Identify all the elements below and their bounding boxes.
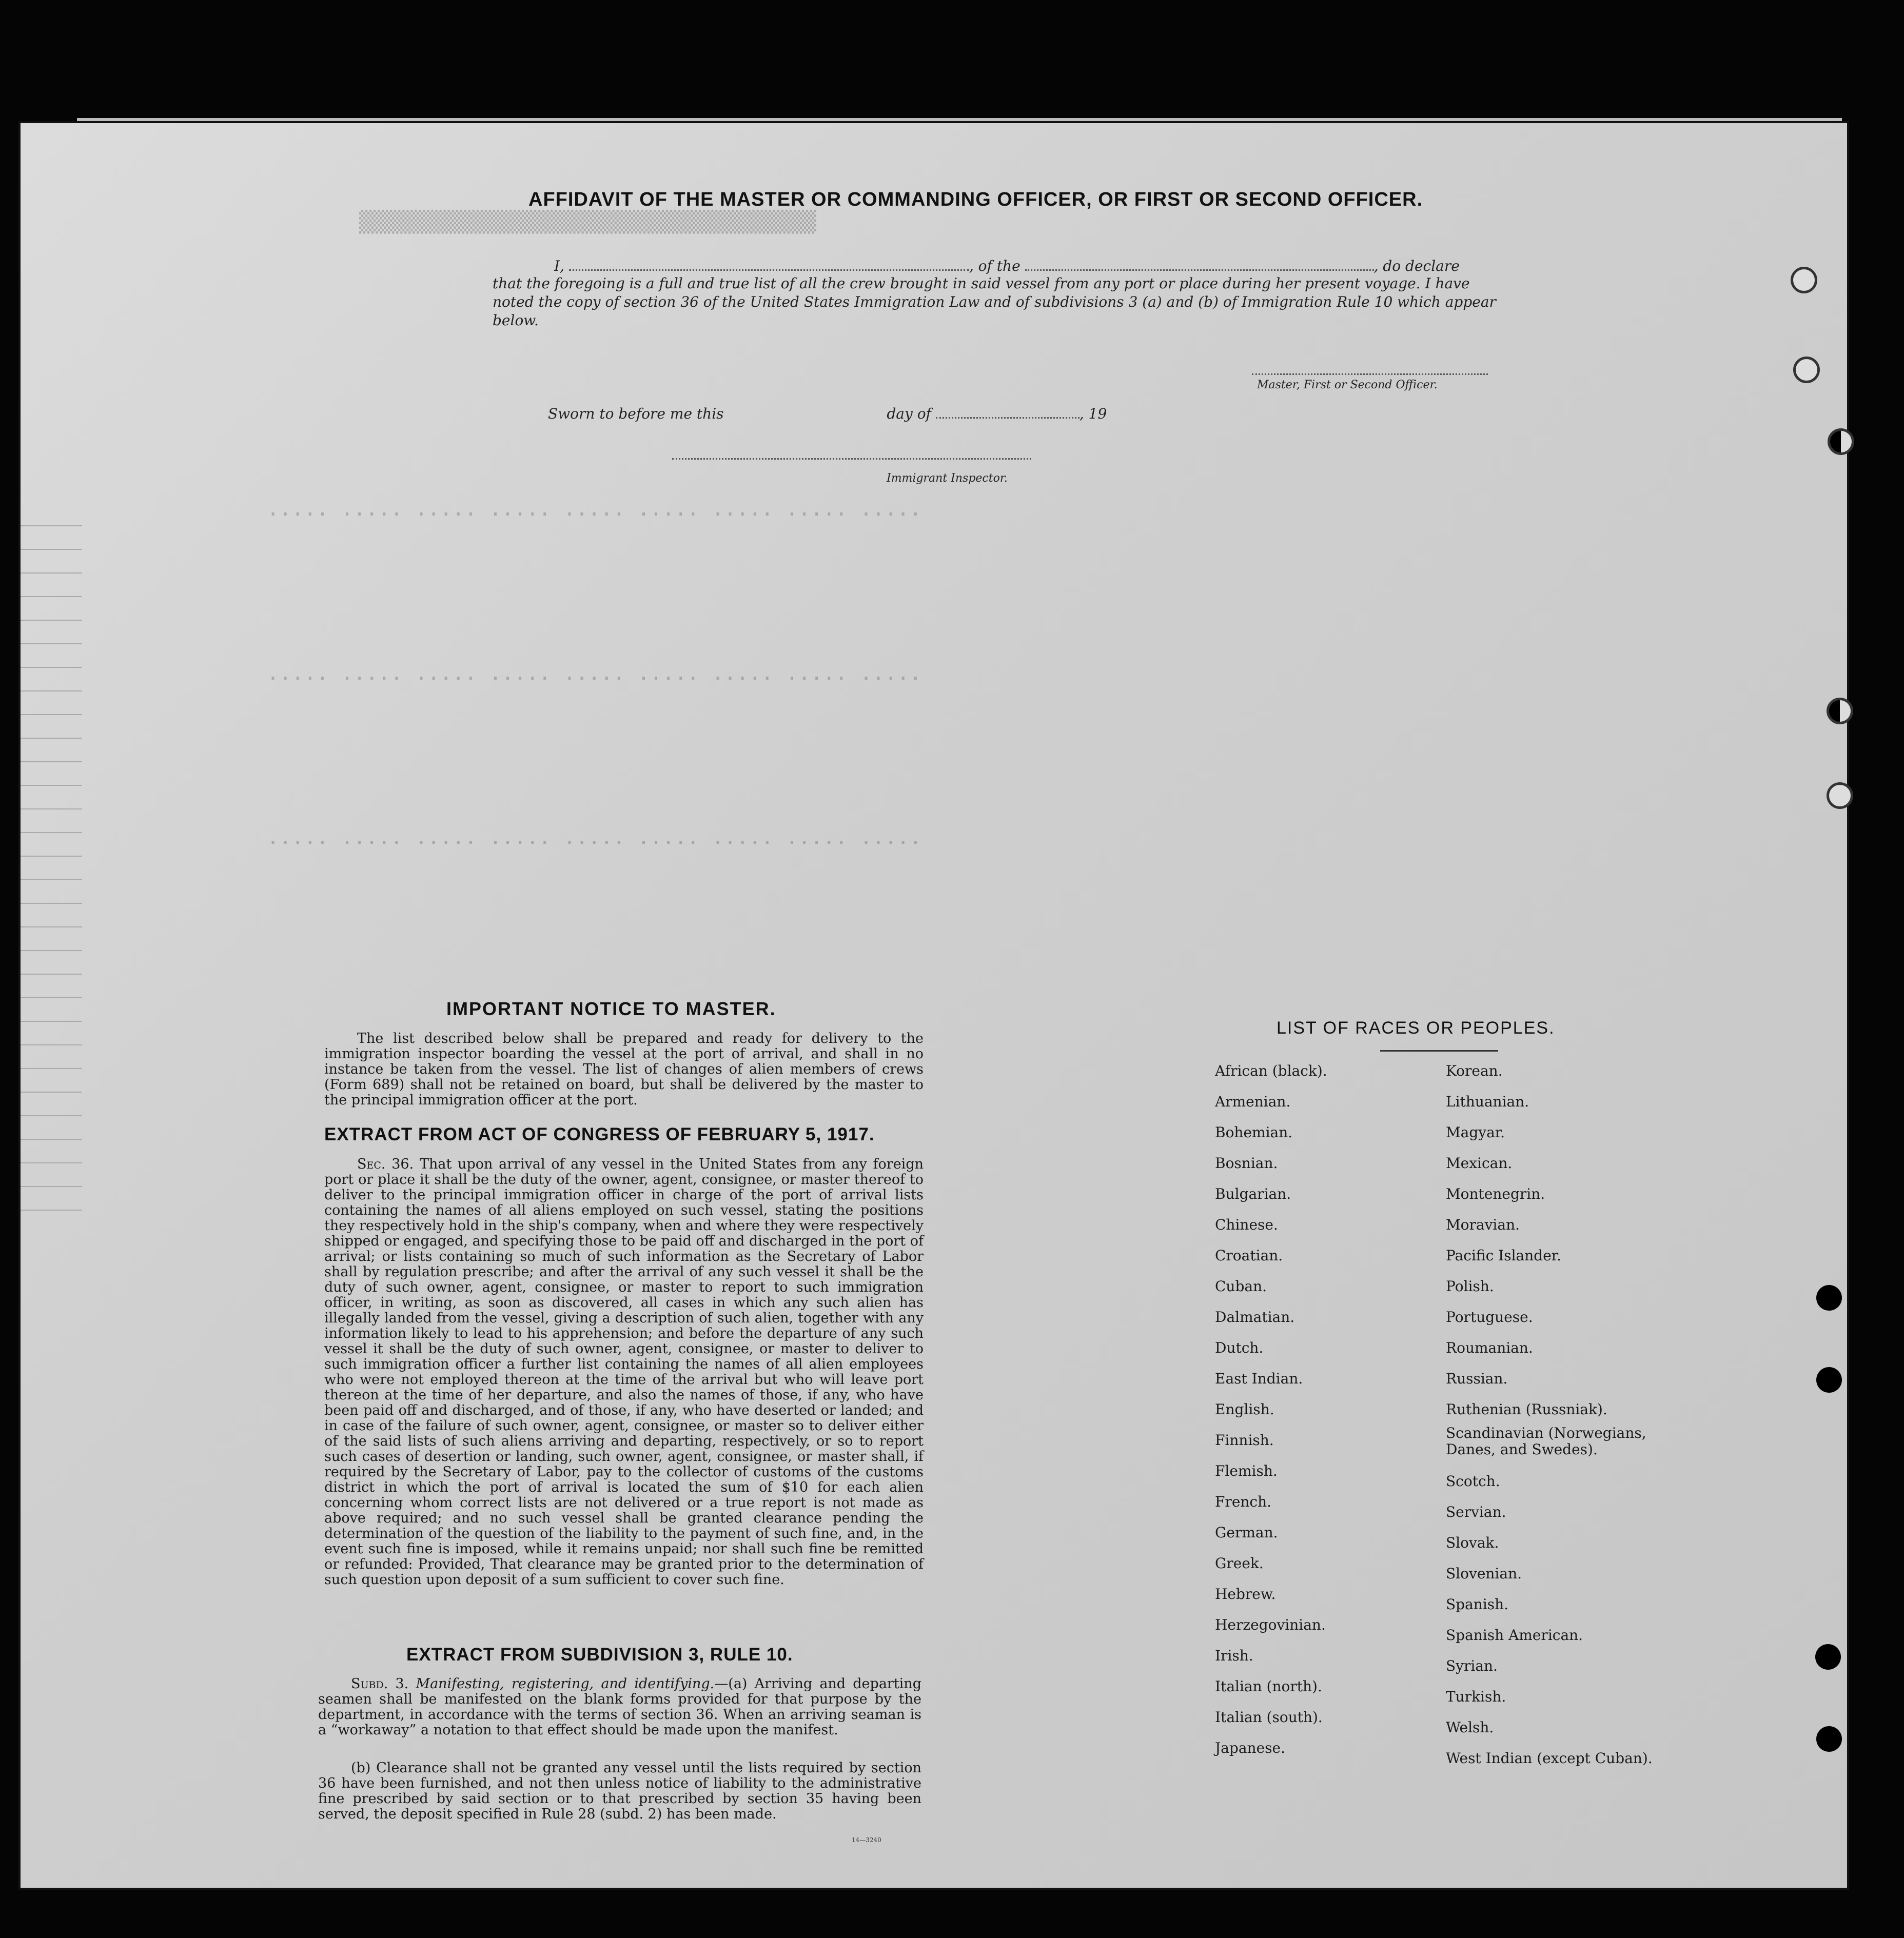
sworn-label: Sworn to before me this xyxy=(548,405,724,422)
race-item: Montenegrin. xyxy=(1446,1185,1545,1202)
race-item: Dutch. xyxy=(1215,1339,1264,1356)
race-item: English. xyxy=(1215,1401,1274,1418)
notice-title: IMPORTANT NOTICE TO MASTER. xyxy=(446,998,776,1019)
master-signature-caption: Master, First or Second Officer. xyxy=(1257,379,1438,391)
rule-extract-title: EXTRACT FROM SUBDIVISION 3, RULE 10. xyxy=(406,1645,793,1665)
race-item: East Indian. xyxy=(1215,1370,1303,1387)
do-declare-label: , do declare xyxy=(1373,258,1460,274)
subd-para-a-text: —(a) Arriving and departing seamen shall be manifested on the blank forms provided for that purpose by the department, in accordance with the terms of section 36. When an arriving seaman is a “workaway” a notation to that effect should be made upon the manifest. xyxy=(318,1676,921,1738)
binder-hole xyxy=(1816,1367,1842,1393)
vessel-blank xyxy=(1025,269,1374,271)
race-item: Pacific Islander. xyxy=(1446,1247,1561,1264)
race-item: Slovenian. xyxy=(1446,1565,1522,1582)
sec-label: Sec. 36. xyxy=(357,1156,414,1172)
race-item: Russian. xyxy=(1446,1370,1508,1387)
bleed-through-texture: ····· ····· ····· ····· ····· ····· ····· ····· ····· xyxy=(267,503,922,526)
races-list-left xyxy=(1215,1056,1327,1764)
race-item: Greek. xyxy=(1215,1555,1264,1572)
binder-hole xyxy=(1828,428,1854,455)
race-item: Lithuanian. xyxy=(1446,1093,1529,1110)
race-item: Roumanian. xyxy=(1446,1339,1533,1356)
race-item: Japanese. xyxy=(1215,1739,1285,1756)
act-extract-body xyxy=(324,1157,924,1588)
race-item: African (black). xyxy=(1215,1062,1327,1079)
affidavit-declaration-line xyxy=(554,258,1460,274)
notice-body: The list described below shall be prepared and ready for delivery to the immigration inspector boarding the vessel at the port of arrival, and shall in no instance be taken from the vessel. The list of changes of alien members of crews (Form 689) shall not be retained on board, but shall be delivered by the master to the principal immigration officer at the port. xyxy=(324,1031,924,1108)
affidavit-title: AFFIDAVIT OF THE MASTER OR COMMANDING OFFICER, OR FIRST OR SECOND OFFICER. xyxy=(528,189,1423,210)
race-item: Moravian. xyxy=(1446,1216,1520,1233)
race-item: Welsh. xyxy=(1446,1719,1494,1736)
affidavit-i-label: I, xyxy=(554,258,564,274)
race-item: Syrian. xyxy=(1446,1657,1498,1674)
binder-hole xyxy=(1815,1644,1841,1670)
bleed-through-texture: ····· ····· ····· ····· ····· ····· ····· ····· ····· xyxy=(267,667,922,690)
of-the-label: , of the xyxy=(969,258,1020,274)
race-item: Croatian. xyxy=(1215,1247,1283,1264)
races-list-right xyxy=(1446,1056,1661,1774)
year-label: , 19 xyxy=(1079,405,1107,422)
race-item: Spanish. xyxy=(1446,1596,1509,1613)
race-item: Spanish American. xyxy=(1446,1627,1583,1644)
race-item: Mexican. xyxy=(1446,1155,1513,1172)
race-item: Hebrew. xyxy=(1215,1586,1276,1603)
bleed-through-texture: ····· ····· ····· ····· ····· ····· ····· ····· ····· xyxy=(267,831,922,855)
binder-hole xyxy=(1816,1726,1842,1752)
race-item: West Indian (except Cuban). xyxy=(1446,1750,1653,1767)
race-item: Servian. xyxy=(1446,1504,1506,1520)
day-of-label: day of xyxy=(887,405,931,422)
race-item: Irish. xyxy=(1215,1647,1253,1664)
race-item: Bohemian. xyxy=(1215,1124,1293,1141)
sworn-line xyxy=(548,405,1107,422)
race-item: Ruthenian (Russniak). xyxy=(1446,1401,1607,1418)
race-item: Italian (north). xyxy=(1215,1678,1322,1695)
race-item: Italian (south). xyxy=(1215,1709,1323,1726)
inspector-signature-line xyxy=(672,458,1031,460)
race-item: German. xyxy=(1215,1524,1278,1541)
master-signature-line xyxy=(1252,373,1488,375)
race-item: Slovak. xyxy=(1446,1534,1499,1551)
race-item: Finnish. xyxy=(1215,1432,1274,1449)
binder-hole xyxy=(1791,267,1817,293)
inspector-signature-caption: Immigrant Inspector. xyxy=(887,472,1008,485)
subd-label: Subd. 3. xyxy=(351,1676,409,1692)
form-number: 14—3240 xyxy=(852,1836,881,1844)
binder-hole xyxy=(1827,782,1853,809)
subd-heading: Manifesting, registering, and identifying. xyxy=(416,1676,715,1692)
date-blank xyxy=(936,417,1079,419)
races-title: LIST OF RACES OR PEOPLES. xyxy=(1277,1018,1555,1038)
affidavit-body: that the foregoing is a full and true list of all the crew brought in said vessel from any port or place during her present voyage. I have noted the copy of section 36 of the United States Immigration Law and of subdivisions 3 (a) and (b) of Immigration Rule 10 which appear below. xyxy=(493,275,1496,329)
race-item: Scandinavian (Norwegians, Danes, and Swedes). xyxy=(1446,1425,1646,1458)
bleed-through-texture: ▒▒▒▒▒▒▒▒▒▒▒▒▒▒▒▒▒▒▒▒▒▒▒▒▒▒▒▒▒▒▒▒▒▒▒▒▒ xyxy=(359,210,817,234)
race-item: Korean. xyxy=(1446,1062,1503,1079)
race-item: Chinese. xyxy=(1215,1216,1278,1233)
ruled-margin xyxy=(21,503,82,1221)
race-item: Bosnian. xyxy=(1215,1155,1278,1172)
name-blank xyxy=(569,269,969,271)
race-item: Flemish. xyxy=(1215,1462,1278,1479)
sec-36-text: That upon arrival of any vessel in the United States from any foreign port or place it shall be the duty of the owner, agent, consignee, or master thereof to deliver to the principal immigration officer in charge of the port of arrival lists containing the names of all aliens employed on such vessel, stating the positions they respectively hold in the ship's company, when and where they were respectively shipped or engaged, and specifying those to be paid off and discharged in the port of arrival; or lists containing so much of such information as the Secretary of Labor shall by regulation prescribe; and after the arrival of any such vessel it shall be the duty of such owner, agent, consignee, or master to report to such immigration officer, in writing, as soon as discovered, all cases in which any such alien has illegally landed from the vessel, giving a description of such alien, together with any information likely to lead to his apprehension; and before the departure of any such vessel it shall be the duty of such owner, agent, consignee, or master to deliver to such immigration officer a further list containing the names of all alien employees who were not employed thereon at the time of the arrival but who will leave port thereon at the time of her departure, and also the names of those, if any, who have been paid off and discharged, and of those, if any, who have deserted or landed; and in case of the failure of such owner, agent, consignee, or master so to deliver either of the said lists of such aliens arriving and departing, respectively, or so to report such cases of desertion or landing, such owner, agent, consignee, or master shall, if required by the Secretary of Labor, pay to the collector of customs of the customs district in which the port of arrival is located the sum of $10 for each alien concerning whom correct lists are not delivered or a true report is not made as above required; and no such vessel shall be granted clearance pending the determination of the question of the liability to the payment of such fine, and, in the event such fine is imposed, while it remains unpaid; nor shall such fine be remitted or refunded: Provided, That clearance may be granted prior to the determination of such question upon deposit of a sum sufficient to cover such fine. xyxy=(324,1156,924,1588)
rule-extract-para-a xyxy=(318,1676,921,1738)
binder-hole xyxy=(1793,357,1820,383)
race-item: Portuguese. xyxy=(1446,1309,1533,1326)
races-title-rule xyxy=(1380,1050,1498,1052)
race-item: French. xyxy=(1215,1493,1272,1510)
rule-extract-para-b: (b) Clearance shall not be granted any vessel until the lists required by section 36 have been furnished, and not then unless notice of liability to the administrative fine prescribed by said section or to that prescribed by section 35 having been served, the deposit specified in Rule 28 (subd. 2) has been made. xyxy=(318,1760,921,1822)
race-item: Dalmatian. xyxy=(1215,1309,1295,1326)
race-item: Turkish. xyxy=(1446,1688,1506,1705)
race-item: Cuban. xyxy=(1215,1278,1267,1295)
race-item: Magyar. xyxy=(1446,1124,1505,1141)
race-item: Polish. xyxy=(1446,1278,1494,1295)
race-item: Scotch. xyxy=(1446,1473,1500,1490)
binder-hole xyxy=(1816,1285,1842,1311)
race-item: Herzegovinian. xyxy=(1215,1616,1326,1633)
race-item: Bulgarian. xyxy=(1215,1185,1291,1202)
binder-hole xyxy=(1827,698,1853,724)
act-extract-title: EXTRACT FROM ACT OF CONGRESS OF FEBRUARY 5, 1917. xyxy=(324,1124,875,1144)
race-item: Armenian. xyxy=(1215,1093,1291,1110)
